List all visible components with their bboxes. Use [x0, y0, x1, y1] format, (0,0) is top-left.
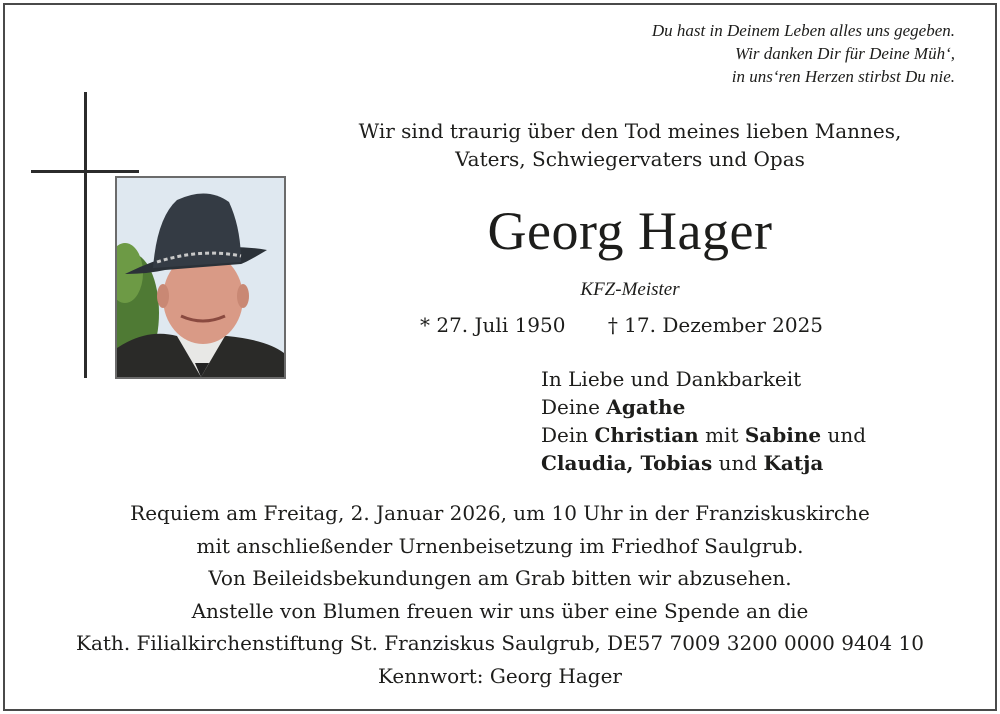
family-member-name: Katja — [763, 451, 824, 475]
poem-line: Wir danken Dir für Deine Müh‘, — [734, 44, 955, 63]
notice-line: mit anschließender Urnenbeisetzung im Friedhof Saulgrub. — [196, 533, 804, 558]
notice-line: Kath. Filialkirchenstiftung St. Franziskus Saulgrub, DE57 7009 3200 0000 9404 10 — [76, 631, 924, 655]
family-text: Deine — [541, 395, 607, 419]
notice-line: Kennwort: Georg Hager — [378, 663, 622, 688]
death-date: † 17. Dezember 2025 — [607, 313, 824, 337]
family-line — [541, 365, 866, 393]
notice-line: Requiem am Freitag, 2. Januar 2026, um 10 Uhr in der Franziskuskirche — [130, 501, 870, 525]
notice-line: Anstelle von Blumen freuen wir uns über eine Spende an die — [191, 598, 809, 623]
poem — [435, 19, 955, 88]
family-member-name: Claudia, Tobias — [541, 451, 713, 475]
intro-text — [340, 117, 920, 173]
family-signature — [541, 365, 866, 477]
notice-line: Von Beileidsbekundungen am Grab bitten wir abzusehen. — [208, 566, 792, 590]
life-dates — [420, 311, 840, 339]
deceased-title: KFZ-Meister — [580, 279, 680, 300]
cross-icon-bar — [31, 170, 139, 173]
family-member-name: Agathe — [606, 395, 686, 419]
family-member-name: Christian — [594, 423, 699, 447]
family-text: mit — [698, 423, 745, 447]
family-line — [541, 393, 866, 421]
poem-line: Du hast in Deinem Leben alles uns gegeben. — [651, 21, 955, 40]
family-member-name: Sabine — [744, 423, 822, 447]
birth-date: * 27. Juli 1950 — [420, 313, 566, 337]
deceased-name: Georg Hager — [487, 201, 773, 261]
intro-line: Vaters, Schwiegervaters und Opas — [455, 147, 805, 171]
family-line — [541, 449, 866, 477]
family-text: und — [712, 451, 764, 475]
family-line — [541, 421, 866, 449]
family-text: Dein — [541, 423, 595, 447]
portrait-photo — [115, 176, 286, 379]
intro-line: Wir sind traurig über den Tod meines lieben Mannes, — [358, 119, 902, 143]
poem-line: in uns‘ren Herzen stirbst Du nie. — [731, 67, 955, 86]
cross-icon — [84, 92, 87, 378]
funeral-notice — [30, 497, 970, 692]
family-text: und — [821, 423, 867, 447]
family-text: In Liebe und Dankbarkeit — [541, 367, 802, 391]
